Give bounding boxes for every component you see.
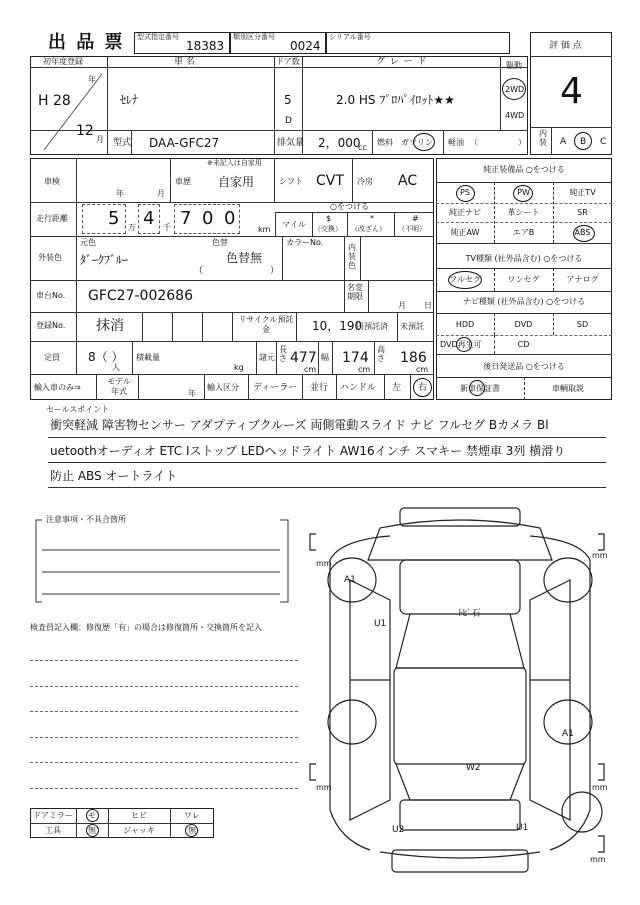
doors-value: 5: [284, 93, 292, 107]
inspector-label: 検査員記入欄：修復歴「有」の場合は修復箇所・交換箇所を記入: [30, 623, 262, 632]
door-type: D: [285, 116, 292, 126]
capacity-value: 8（ ）: [88, 350, 124, 364]
history-note: ※未記入は自家用: [207, 159, 262, 167]
dvd-cd: CD: [517, 340, 530, 349]
drive-2wd: 2WD: [505, 85, 525, 94]
mileage-digit-5: 0: [224, 208, 236, 229]
history-label: 車歴: [175, 177, 191, 186]
later-warranty: 新車保証書: [460, 384, 500, 393]
color-paren-open: （: [194, 266, 204, 276]
category-value: 0024: [290, 39, 321, 53]
navi-hdd: HDD: [455, 320, 475, 329]
car-damage-diagram: [300, 500, 620, 880]
mirror-label: ドアミラー: [33, 811, 73, 820]
jack-value: 無: [188, 826, 196, 835]
mileage-opt1: $: [326, 214, 332, 223]
orig-color-value: ﾀﾞｰｸﾌﾞﾙｰ: [80, 253, 129, 267]
mark-u1-left: U1: [374, 619, 387, 629]
navi-sd: SD: [576, 320, 589, 329]
chassis-value: GFC27-002686: [88, 288, 193, 304]
sales-point-line-2: uetoothオーディオ ETC Iストップ LEDヘッドライト AW16インチ スマキー 禁煙車 3列 横滑り: [50, 444, 566, 458]
mm-label-2: mm: [592, 551, 608, 560]
drive-label: 駆動: [506, 61, 522, 70]
import-class-label: 輸入区分: [207, 383, 239, 392]
capacity-label: 定員: [44, 353, 60, 362]
fuel-diesel: 軽油: [448, 138, 464, 147]
recycle-unpaid: 未預託: [400, 322, 424, 331]
tools-label: 工具: [45, 826, 61, 835]
grade-value: 2.0 HS ﾌﾟﾛﾊﾟｲﾛｯﾄ★★: [336, 93, 455, 107]
mileage-opt3-sub: （不明）: [398, 225, 426, 233]
history-value: 自家用: [218, 175, 255, 189]
equip-ps: PS: [460, 188, 470, 197]
grade-label: グ レ ー ド: [376, 57, 428, 67]
import-parallel: 並行: [310, 383, 329, 393]
tools-value: 無: [88, 826, 96, 835]
equip-navi: 純正ナビ: [449, 208, 481, 217]
orig-color-label: 元色: [80, 238, 96, 247]
handle-right: 右: [418, 383, 428, 393]
interior-b: B: [580, 137, 587, 147]
width-value: 174: [342, 350, 369, 366]
interior-label: 内装: [539, 129, 547, 147]
tv-oneseg: ワンセグ: [507, 275, 540, 284]
handle-left: 左: [392, 383, 402, 393]
jack-label: ジャッキ: [123, 826, 155, 835]
import-dealer: ディーラー: [253, 383, 298, 393]
dvd-play: DVD再生可: [440, 340, 482, 349]
rating-label: 評 価 点: [549, 41, 582, 51]
spec-label: 諸元: [259, 353, 275, 362]
color-no-label: カラーNo.: [286, 238, 324, 247]
load-label: 積載量: [136, 353, 160, 362]
genuine-label: 純正装備品 ○をつける: [483, 165, 565, 174]
interior-c: C: [600, 137, 607, 147]
recycle-unit: 円預託済: [356, 322, 388, 331]
equip-ps-circle: [456, 185, 475, 202]
length-unit: cm: [304, 365, 317, 374]
sales-point-line-1: 衝突軽減 障害物センサー アダプティブクルーズ 両側電動スライド ナビ フルセグ Bカメラ Bl: [50, 418, 549, 432]
equip-airbag: エアB: [512, 228, 535, 237]
equip-sr: SR: [577, 208, 588, 217]
first-reg-year-unit: 年: [88, 75, 96, 84]
sales-point-line-3: 防止 ABS オートライト: [50, 469, 178, 483]
height-value: 186: [400, 350, 427, 366]
tv-label: TV種類 (社外品含む) ○をつける: [465, 254, 583, 263]
first-reg-label: 初年度登録: [43, 57, 83, 66]
recycle-label: リサイクル預託金: [238, 315, 294, 334]
width-label: 幅: [321, 353, 329, 362]
ac-label: 冷房: [357, 177, 373, 186]
registration-value: 抹消: [96, 318, 124, 334]
break-label: ワレ: [184, 811, 200, 820]
serial-label: シリアル番号: [329, 33, 371, 41]
displacement-unit: cc: [358, 143, 367, 152]
mileage-opt2-sub: （改ざん）: [351, 225, 386, 233]
mark-a1-rear-right: A1: [562, 729, 574, 739]
color-change-value: 色替無: [226, 251, 263, 265]
model-year-unit: 年: [188, 389, 196, 398]
fuel-gas-circle: [413, 133, 435, 151]
mirror-value: モ: [88, 811, 96, 820]
color-label: 外装色: [38, 253, 62, 262]
first-reg-month: 12: [76, 123, 94, 139]
interior-b-circle: [574, 132, 592, 150]
tv-fullseg: フルセグ: [449, 275, 481, 284]
height-unit: cm: [416, 365, 429, 374]
mileage-man: 万: [128, 223, 136, 232]
doors-label: ドア数: [276, 57, 300, 66]
length-value: 477: [290, 350, 317, 366]
car-name-label: 車 名: [174, 57, 195, 67]
mileage-digit-4: 0: [202, 208, 214, 229]
handle-label: ハンドル: [340, 383, 377, 393]
interior-color-label: 内装色: [348, 243, 356, 270]
first-reg-month-unit: 月: [96, 135, 104, 144]
navi-dvd: DVD: [514, 320, 533, 329]
mileage-circle-note: ○をつける: [330, 202, 369, 211]
mm-label-4: mm: [592, 783, 608, 792]
rating-value: 4: [560, 71, 583, 112]
handle-right-circle: [413, 378, 432, 397]
mark-u1-rear: U1: [516, 823, 529, 833]
fuel-label: 燃料: [377, 138, 393, 147]
shaken-month-unit: 月: [157, 189, 165, 198]
tools-value-circle: [86, 824, 99, 837]
navi-label: ナビ種類 (社外品含む) ○をつける: [462, 297, 586, 306]
tv-fullseg-circle: [448, 271, 482, 289]
fuel-gas: ガソリン: [401, 138, 433, 147]
mm-label-3: mm: [316, 783, 332, 792]
load-unit: kg: [234, 363, 244, 372]
caution-bracket: [32, 512, 296, 608]
width-unit: cm: [358, 365, 371, 374]
equip-aw: 純正AW: [450, 228, 480, 237]
car-name-value: ｾﾚﾅ: [120, 93, 139, 107]
mileage-opt3: #: [412, 214, 419, 223]
mm-label-5: mm: [590, 855, 606, 864]
first-reg-year: H 28: [38, 93, 71, 109]
mileage-sen: 千: [163, 223, 171, 232]
later-manual: 車輌取説: [552, 384, 584, 393]
form-title: 出 品 票: [48, 32, 125, 53]
category-label: 類別区分番号: [233, 33, 275, 41]
mark-a1-front-left: A1: [344, 575, 356, 585]
mileage-km: km: [258, 225, 271, 234]
recycle-value: 10，190: [312, 319, 363, 333]
later-warranty-circle: [469, 380, 485, 396]
color-change-label: 色替: [212, 238, 228, 247]
registration-label: 登録No.: [36, 321, 66, 330]
equip-pw: PW: [517, 188, 530, 197]
sales-points-label: セールスポイント: [46, 405, 110, 414]
model-year-label: モデル年式: [107, 377, 131, 396]
crack-label: ヒビ: [131, 811, 147, 820]
mark-u2: U2: [392, 825, 405, 835]
equip-abs-circle: [573, 225, 595, 242]
mileage-digit-3: 7: [180, 208, 192, 229]
mm-label-1: mm: [316, 559, 332, 568]
equip-abs: ABS: [574, 228, 591, 237]
shaken-year-unit: 年: [116, 189, 124, 198]
name-change-month: 月: [398, 301, 406, 310]
shift-value: CVT: [316, 173, 344, 189]
model-value: DAA-GFC27: [149, 136, 220, 150]
mileage-digit-2: 4: [143, 208, 155, 229]
dvd-play-circle: [456, 337, 472, 352]
mileage-digit-1: 5: [108, 208, 120, 229]
shaken-label: 車検: [44, 177, 60, 186]
length-label: 長さ: [279, 345, 287, 363]
equip-leather: 革シート: [507, 208, 540, 217]
name-change-day: 日: [424, 301, 432, 310]
name-change-label: 名変期限: [347, 283, 363, 301]
equip-pw-circle: [513, 185, 533, 202]
interior-a: A: [560, 137, 567, 147]
caution-label: 注意事項・不具合箇所: [46, 515, 126, 524]
mileage-label: 走行距離: [36, 214, 68, 223]
height-label: 高さ: [377, 345, 385, 363]
fuel-paren-open: （: [470, 138, 478, 147]
mileage-mile: マイル: [282, 220, 306, 229]
equip-tv: 純正TV: [569, 188, 596, 197]
color-paren-close: ）: [270, 266, 280, 276]
capacity-unit: 人: [112, 363, 120, 372]
displacement-label: 排気量: [277, 138, 305, 148]
jack-value-circle: [185, 824, 198, 837]
drive-4wd: 4WD: [505, 111, 525, 120]
model-label: 型式: [113, 138, 132, 148]
drive-2wd-circle: [502, 78, 526, 100]
shift-label: シフト: [279, 177, 303, 186]
fuel-paren-close: ）: [518, 138, 526, 147]
later-label: 後日発送品 ○をつける: [483, 362, 565, 371]
mileage-opt1-sub: （交換）: [314, 225, 342, 233]
mirror-value-circle: [86, 809, 99, 822]
displacement-value: 2，000: [318, 136, 361, 150]
model-designation-value: 18383: [186, 39, 225, 53]
ac-value: AC: [398, 173, 418, 189]
import-label: 輸入車のみ⇒: [34, 383, 81, 392]
chassis-label: 車台No.: [36, 291, 66, 300]
mark-w2: W2: [466, 763, 481, 773]
model-designation-label: 型式指定番号: [137, 33, 179, 41]
mileage-opt2: *: [370, 214, 374, 223]
tv-analog: アナログ: [566, 275, 599, 284]
mark-stone-chip: ﾄﾋﾞ石: [458, 609, 481, 619]
